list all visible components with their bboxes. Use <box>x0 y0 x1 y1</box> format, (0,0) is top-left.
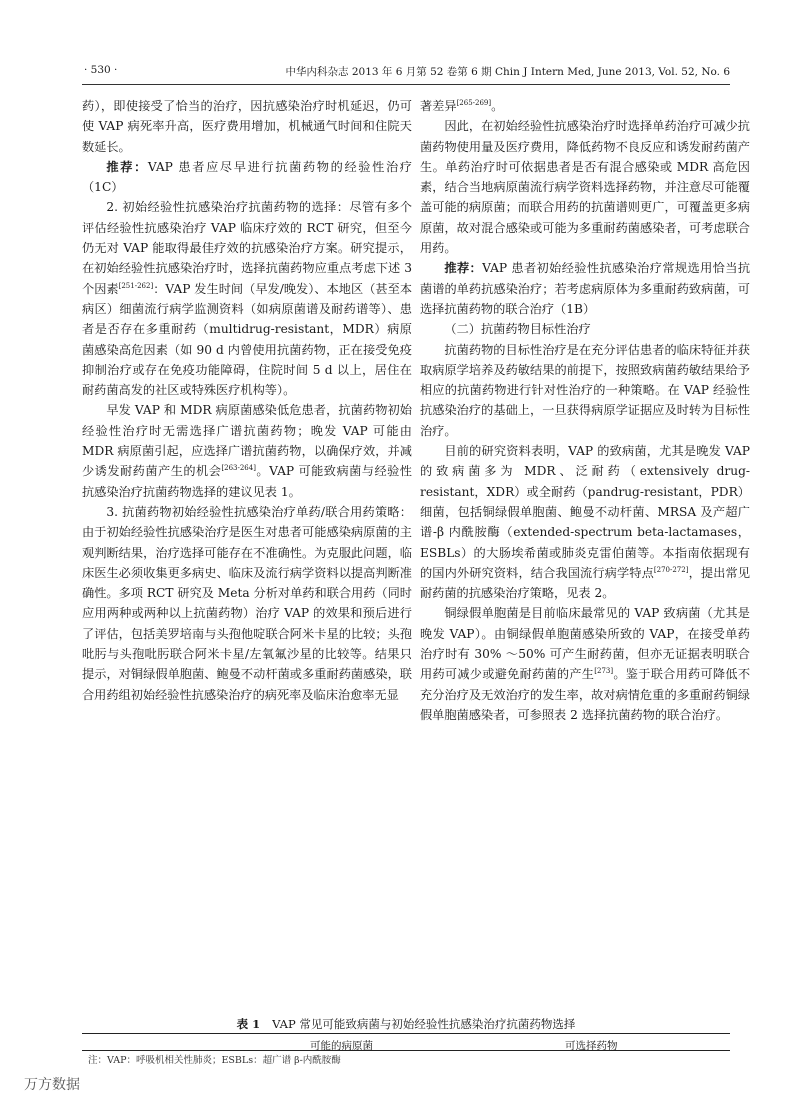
paragraph-targeted-therapy: 抗菌药物的目标性治疗是在充分评估患者的临床特征并获取病原学培养及药敏结果的前提下，按照致病菌药敏结果给予相应的抗菌药物进行针对性治疗的一种策略。在 VAP 经验性抗感染治疗的基础上，一旦获得病原学证据应及时转为目标性治疗。 <box>420 342 750 438</box>
citation-ref: [251-262] <box>118 281 154 290</box>
table-number: 表 1 <box>236 1017 261 1031</box>
paragraph-pseudomonas <box>420 603 750 725</box>
text-span: 目前的研究资料表明，VAP 的致病菌，尤其是晚发 VAP 的致病菌多为 MDR、泛耐药（extensively drug-resistant，XDR）或全耐药（pandrug-resistant，PDR）细菌，包括铜绿假单胞菌、鲍曼不动杆菌、MRSA 及产超广谱-β 内酰胺酶（extended-spectrum beta-lactamases，ESBLs）的大肠埃希菌或肺炎克雷伯菌等。本指南依据现有的国内外研究资料，结合我国流行病学特点 <box>420 444 750 580</box>
recommendation-label: 推荐： <box>444 261 483 276</box>
text-span: 。VAP 可能致病菌与经验性抗感染治疗抗菌药物选择的建议见表 1。 <box>82 464 412 499</box>
table-note: 注：VAP：呼吸机相关性肺炎；ESBLs：超广谱 β-内酰胺酶 <box>88 1055 341 1066</box>
paragraph: 药），即使接受了恰当的治疗，因抗感染治疗时机延迟，仍可使 VAP 病死率升高，医疗费用增加，机械通气时间和住院天数延长。 <box>82 99 412 154</box>
running-header <box>62 64 730 82</box>
citation-ref: [265-269] <box>456 98 492 107</box>
citation-ref: [263-264] <box>221 464 256 473</box>
text-span: 早发 VAP 和 MDR 病原菌感染低危患者，抗菌药物初始经验性治疗时无需选择广谱抗菌药物；晚发 VAP 可能由 MDR 病原菌引起，应选择广谱抗菌药物，以确保疗效，并减少诱发耐药菌产生的机会 <box>82 403 412 479</box>
table-header-drugs: 可选择药物 <box>565 1040 618 1052</box>
text-span: 铜绿假单胞菌是目前临床最常见的 VAP 致病菌（尤其是晚发 VAP）。由铜绿假单胞菌感染所致的 VAP，在接受单药治疗时有 30% ～50% 可产生耐药菌，但亦无证据表明联合用药可减少或避免耐药菌的产生 <box>420 606 750 682</box>
journal-citation: 中华内科杂志 2013 年 6 月第 52 卷第 6 期 Chin J Intern Med, June 2013, Vol. 52, No. 6 <box>285 66 730 78</box>
recommendation-text: VAP 患者应尽早进行抗菌药物的经验性治疗（1C） <box>82 159 412 195</box>
table-caption <box>82 1016 730 1032</box>
recommendation-text: VAP 患者初始经验性抗感染治疗常规选用恰当抗菌谱的单药抗感染治疗；若考虑病原体为多重耐药致病菌，可选择抗菌药物的联合治疗（1B） <box>420 261 751 316</box>
text-span: 2. 初始经验性抗感染治疗抗菌药物的选择：尽管有多个评估经验性抗感染治疗 VAP 临床疗效的 RCT 研究，但至今仍无对 VAP 能取得最佳疗效的抗感染治疗方案。研究提示，在初始经验性抗感染治疗时，选择抗菌药物应重点考虑下述 3 个因素 <box>82 200 412 296</box>
watermark: 万方数据 <box>24 1077 80 1093</box>
left-column <box>82 96 412 705</box>
recommendation-1 <box>82 157 412 198</box>
text-span: 。鉴于联合用药可降低不充分治疗及无效治疗的发生率，故对病情危重的多重耐药铜绿假单胞菌感染者，可参照表 2 选择抗菌药物的联合治疗。 <box>420 667 751 722</box>
header-rule <box>82 84 730 85</box>
right-column <box>420 96 750 725</box>
table-top-rule <box>82 1033 730 1034</box>
text-span: ，提出常见耐药菌的抗感染治疗策略，见表 2。 <box>420 565 751 601</box>
paragraph <box>420 96 750 116</box>
citation-ref: [273] <box>594 667 614 676</box>
recommendation-2 <box>420 258 750 319</box>
recommendation-label: 推荐： <box>106 159 148 174</box>
paragraph-resistant-pathogens <box>420 441 750 603</box>
paragraph-initial-selection <box>82 197 412 400</box>
text-span: 。 <box>491 99 504 113</box>
text-span: 著差异 <box>420 99 457 113</box>
paragraph-early-late-vap <box>82 400 412 501</box>
table-header-pathogens: 可能的病原菌 <box>310 1040 373 1052</box>
table-header-rule <box>82 1050 730 1051</box>
paragraph-mono-combo-strategy: 3. 抗菌药物初始经验性抗感染治疗单药/联合用药策略：由于初始经验性抗感染治疗是医生对患者可能感染病原菌的主观判断结果，治疗选择可能存在不准确性。为克服此问题，临床医生必须收集更多病史、临床及流行病学资料以提高判断准确性。多项 RCT 研究及 Meta 分析对单药和联合用药（同时应用两种或两种以上抗菌药物）治疗 VAP 的效果和预后进行了评估，包括美罗培南与头孢他啶联合阿米卡星的比较；头孢吡肟与头孢吡肟联合阿米卡星/左氧氟沙星的比较等。结果只提示，对铜绿假单胞菌、鲍曼不动杆菌或多重耐药菌感染，联合用药组初始经验性抗感染治疗的病死率及临床治愈率无显 <box>82 504 412 702</box>
page-number: · 530 · <box>84 64 118 76</box>
text-span: ：VAP 发生时间（早发/晚发）、本地区（甚至本病区）细菌流行病学监测资料（如病原菌谱及耐药谱等）、患者是否存在多重耐药（multidrug-resistant，MDR）病原菌感染高危因素（如 90 d 内曾使用抗菌药物，正在接受免疫抑制治疗或存在免疫功能障碍，住院时间 5 d 以上，居住在耐药菌高发的社区或特殊医疗机构等）。 <box>82 281 413 398</box>
table-title: VAP 常见可能致病菌与初始经验性抗感染治疗抗菌药物选择 <box>272 1017 576 1031</box>
section-heading: （二）抗菌药物目标性治疗 <box>444 322 591 337</box>
paragraph-monotherapy: 因此，在初始经验性抗感染治疗时选择单药治疗可减少抗菌药物使用量及医疗费用，降低药物不良反应和诱发耐药菌产生。单药治疗时可依据患者是否有混合感染或 MDR 高危因素，结合当地病原菌流行病学资料选择药物，并注意尽可能覆盖可能的病原菌；而联合用药的抗菌谱则更广，可覆盖更多病原菌，故对混合感染或可能为多重耐药菌感染者，可考虑联合用药。 <box>420 119 750 256</box>
citation-ref: [270-272] <box>653 565 689 574</box>
